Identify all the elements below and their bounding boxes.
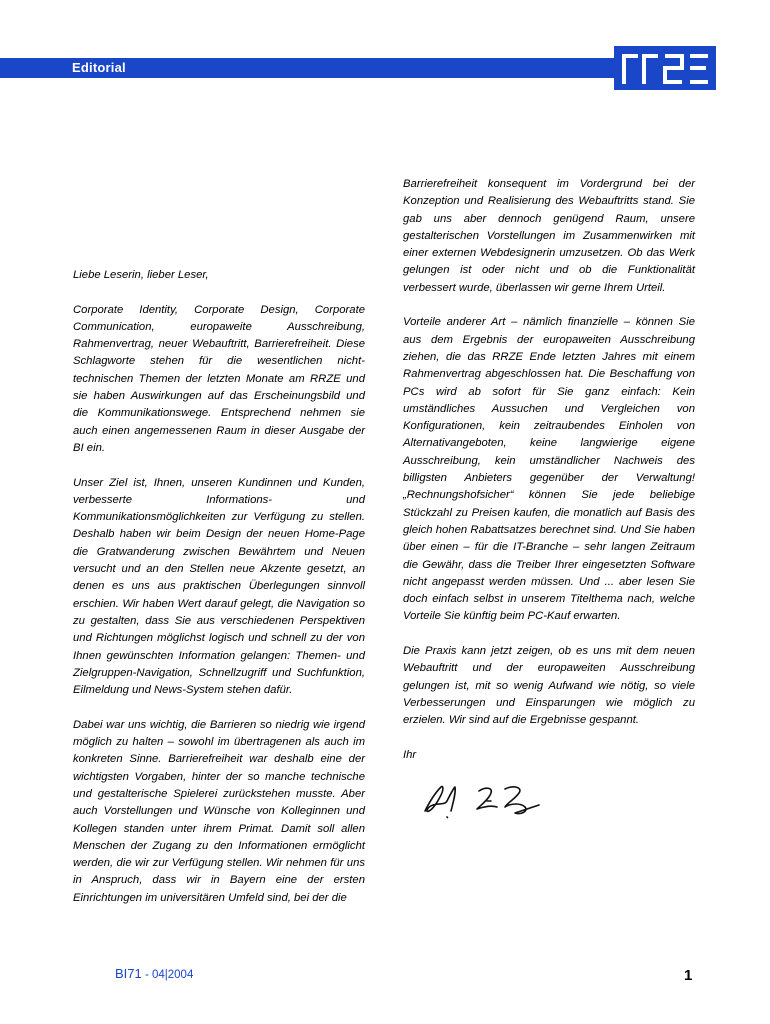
paragraph: Unser Ziel ist, Ihnen, unseren Kundinnen und Kunden, verbesserte Informations- und Kommunikationsmöglichkeiten zur Verfügung zu stellen. Deshalb haben wir beim Design der neuen Home-Page die Gratwanderung zwischen Bewährtem und Neuen versucht und an den Stellen neue Akzente gesetzt, an denen es uns aus praktischen Überlegungen sinnvoll erschien. Wir haben Wert darauf gelegt, die Navigation so zu gestalten, dass Sie aus verschiedenen Perspektiven und Richtungen möglichst logisch und schnell zu der von Ihnen gewünschten Information gelangen: Themen- und Zielgruppen-Navigation, Schnellzugriff und Suchfunktion, Eilmeldung und News-System stehen dafür. [73,476,365,697]
paragraph: Vorteile anderer Art – nämlich finanzielle – können Sie aus dem Ergebnis der europaweiten Ausschreibung ziehen, die das RRZE Ende letzten Jahres mit einem Rahmenvertrag abgeschlossen hat. Die Beschaffung von PCs wird ab sofort für Sie ganz einfach: Kein umständliches Aussuchen und Vergleichen von Konfigurationen, kein zeitraubendes Einholen von Alternativangeboten, keine langwierige eigene Ausschreibung, kein umständlicher Nachweis des billigsten Anbieters gegenüber der Verwaltung! „Rechnungshofsicher“ können Sie jede beliebige Stückzahl zu Preisen kaufen, die monatlich auf Basis des gleich hohen Rabattsatzes berechnet sind. Und Sie haben über einen – für die IT-Branche – sehr langen Zeitraum die Gewähr, dass die Treiber Ihrer eingesetzten Software nicht angepasst werden müssen. Und ... aber lesen Sie doch einfach selbst in unserem Titelthema nach, welche Vorteile Sie künftig beim PC-Kauf erwarten. [403,316,695,623]
issue-date: 04|2004 [151,969,194,981]
paragraph: Corporate Identity, Corporate Design, Corporate Communication, europaweite Ausschreibung, Rahmenvertrag, neuer Webauftritt, Barrierefreiheit. Diese Schlagworte stehen für die wesentlichen nicht-technischen Themen der letzten Monate am RRZE und sie haben Auswirkungen auf das Erscheinungsbild und die Kommunikationswege. Entsprechend nehmen sie auch einen angemessenen Raum in dieser Ausgabe der BI ein. [73,303,365,454]
column-right [403,176,695,827]
issue-separator: - [141,969,152,981]
closing: Ihr [403,748,417,761]
paragraph: Barrierefreiheit konsequent im Vordergrund bei der Konzeption und Realisierung des Webauftritts stand. Sie gab uns aber dennoch genügend Raum, unsere gestalterischen Vorstellungen im Zusammenwirken mit einer externen Webdesignerin umzusetzen. Ob das Werk gelungen ist oder nicht und ob die Funktionalität verbessert wurde, überlassen wir gerne Ihrem Urteil. [403,178,695,294]
issue-number: BI71 [115,966,142,981]
page-number: 1 [684,967,693,984]
rrze-logo [614,46,716,90]
salutation: Liebe Leserin, lieber Leser, [73,269,209,281]
paragraph: Dabei war uns wichtig, die Barrieren so niedrig wie irgend möglich zu halten – sowohl im übertragenen als auch im konkreten Sinne. Barrierefreiheit war deshalb eine der wichtigsten Vorgaben, hinter der so manche technische und gestalterische Spielerei zurückstehen musste. Aber auch Vorstellungen und Wünsche von Kolleginnen und Kollegen standen unter ihrem Primat. Damit soll allen Menschen der Zugang zu den Informationen ermöglicht werden, die wir zur Verfügung stellen. Wir nehmen für uns in Anspruch, dass wir in Bayern eine der ersten Einrichtungen im universitären Umfeld sind, bei der die [73,718,365,904]
section-title: Editorial [72,60,126,75]
paragraph: Die Praxis kann jetzt zeigen, ob es uns mit dem neuen Webauftritt und der europaweiten Ausschreibung gelungen ist, mit so wenig Aufwand wie nötig, so viele Verbesserungen und Einsparungen wie möglich zu erzielen. Wir sind auf die Ergebnisse gespannt. [403,645,695,727]
issue-info [115,966,193,981]
signature-image [421,781,551,827]
column-left [73,267,365,924]
